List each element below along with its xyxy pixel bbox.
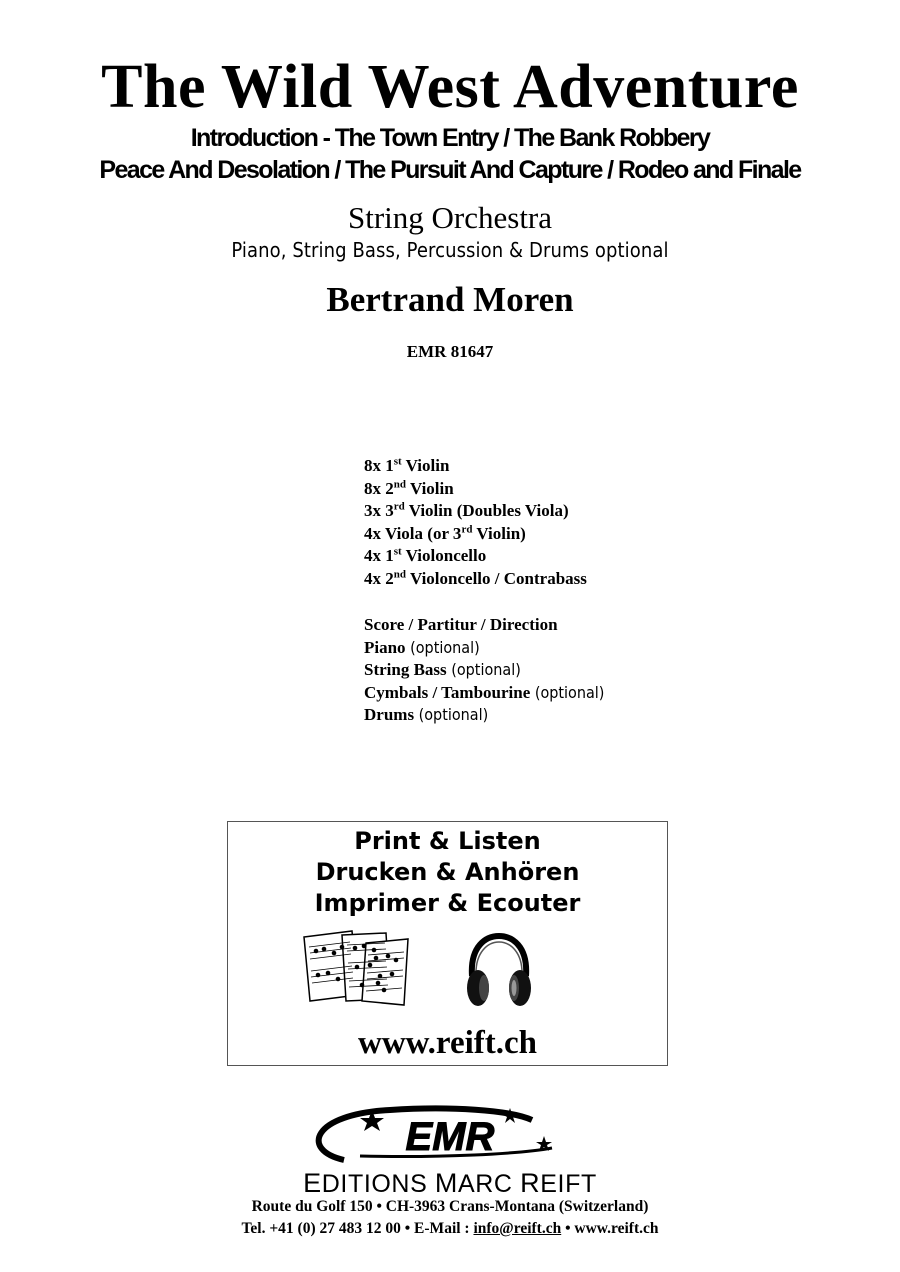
promo-line-2: Drucken & Anhören (315, 858, 580, 886)
ensemble: String Orchestra (347, 200, 553, 235)
headphones-icon (464, 932, 534, 1010)
part-item: 4x 1st Violoncello (364, 545, 487, 565)
website-link[interactable]: www.reift.ch (357, 1025, 538, 1061)
publisher-address: Route du Golf 150 • CH-3963 Crans-Montana (Switzerland) (251, 1198, 649, 1215)
part-item: 4x Viola (or 3rd Violin) (364, 522, 526, 543)
part-item: 8x 2nd Violin (364, 477, 454, 498)
optional-instruments: Piano, String Bass, Percussion & Drums optional (231, 238, 669, 262)
emr-logo (300, 1100, 600, 1166)
emr-logo-text: EMR (405, 1115, 495, 1159)
subtitle-line-1: Introduction - The Town Entry / The Bank Robbery (190, 124, 710, 152)
page-title: The Wild West Adventure (101, 53, 799, 121)
parts-list (364, 455, 587, 590)
extra-item: String Bass (optional) (364, 660, 521, 679)
extra-item: Piano (optional) (364, 637, 480, 657)
extra-item: Cymbals / Tambourine (optional) (364, 682, 605, 702)
part-item: 3x 3rd Violin (Doubles Viola) (364, 500, 569, 520)
sheet-music-icon (300, 929, 412, 1007)
composer: Bertrand Moren (326, 280, 574, 319)
publisher-contact: Tel. +41 (0) 27 483 12 00 • E-Mail : info@reift.ch • www.reift.ch (241, 1220, 659, 1237)
part-item: 4x 2nd Violoncello / Contrabass (364, 567, 587, 588)
part-item: 8x 1st Violin (364, 455, 450, 475)
promo-line-1: Print & Listen (354, 827, 541, 855)
catalog-number: EMR 81647 (406, 342, 494, 361)
print-listen-box (227, 821, 668, 1066)
email-link[interactable]: info@reift.ch (473, 1220, 562, 1237)
extras-list (364, 614, 604, 727)
extra-item: Score / Partitur / Direction (364, 615, 558, 634)
subtitle-line-2: Peace And Desolation / The Pursuit And Capture / Rodeo and Finale (99, 156, 801, 184)
publisher-name: EDITIONS MARC REIFT (303, 1168, 597, 1198)
promo-line-3: Imprimer & Ecouter (314, 889, 581, 917)
extra-item: Drums (optional) (364, 705, 489, 724)
